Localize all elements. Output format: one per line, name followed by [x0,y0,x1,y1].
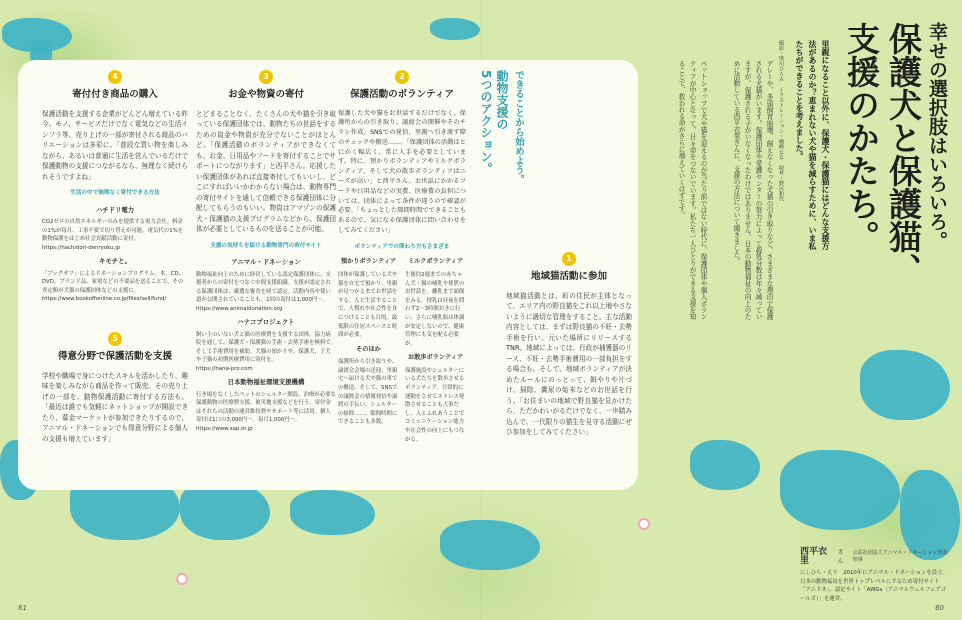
org-desc: CO2ゼロの自然エネルギーのみを提供する電力会社。料金の1%が毎月、工事不要で切り替えが可能。電気代の1%を動物保護をはじめ社会貢献活動に寄付。 [42,219,184,242]
action-card-3 [196,70,336,433]
mini-title: そのほか [356,345,381,353]
org-url[interactable]: https://hana-pro.com [196,365,253,372]
action-card-5 [42,332,188,450]
org-name: アニマル・ドネーション [231,258,301,266]
action-card-2 [338,70,466,444]
card-body: 地域猫活動とは、町の住民が主体となって、エリア内の野良猫をこれ以上増やさないように適切な管理をすること。主な活動内容としては、まずは野良猫の不妊・去勢手術を行い、元いた場所にリリースするTNR。地域によっては、行政が捕獲器のリース、不妊・去勢手術費用の一部負担をする場合も。そして、地域ボランティアが決めたルールにのっとって、餌やりや片づけ、掃除、糞尿の始末などのお世話を行う。「お住まいの地域で野良猫を見かけたら、ただかわいがるだけでなく、一歩踏み込んで、一代限りの猫生を見守る活動にぜひ参加をしてみてください」 [506,291,632,436]
section-heading-line: 5つのアクション。 [479,70,493,175]
section-heading [478,70,526,230]
org-name: キモチと。 [99,257,131,265]
number-badge: 1 [562,252,576,266]
mini-title: 預かりボランティア [340,258,397,266]
org-url[interactable]: https://www.sap.or.jp [196,425,253,432]
org-name: ハナコプロジェクト [237,318,295,326]
intro-text-2: ペットショップで犬や猫を迎えるのが当たり前ではない時代に、保護団体や個人ボランティアが中心となって、日々命をつないでいます。私たち一人ひとりができる支援を知ることで、救われる命がさらに増えていくはずです。 [677,60,707,320]
mini-title: ミルクボランティア [407,258,464,266]
card-body: 学校や職場で身につけたスキルを活かしたり、趣味を楽しみながら商品を作って販売。その売り上げの一部を、動物保護活動に寄付する方法も。「最近は誰でも気軽にネットショップが開設できたり、募金マーケットが参加できたりするので、アニマル・ドネーションでも得意分野による個人の支援も増えています」 [42,371,188,443]
mini-body: 生後約2週までの赤ちゃん犬・猫の哺乳や排泄のお世話を。離乳まで面倒をみる。授乳は昼夜を問わず2〜3時間おきに行い、さらに哺乳瓶は体調が安定しないので、健康管理にも気を配る必要が。 [405,271,465,347]
mini-column [405,258,466,444]
profile [800,548,950,604]
mini-column [338,258,399,444]
org-desc: 飼い主のいない犬と猫の医療費を支援する団体。協力病院を通して、保護犬・保護猫の手術・去勢手術を無料で。そして手術費用を補助。犬猫の預かりや、保護犬、子犬や子猫の初期医療費用に寄付を。 [196,331,336,363]
dog-illustration [440,520,540,570]
headline-title: 支援のかたち。 [842,22,881,253]
number-badge: 2 [395,70,409,84]
headline-title: 保護犬と保護猫、 [884,22,923,286]
org-name: 日本動物福祉環境支援機構 [227,378,305,386]
mini-body: 保護施設やシェルターにいる犬たちを散歩させるボランティア。日常的に運動をさせてストレス発散させることも大事だし、人とふれあうことでコミュニケーション能力や社会性の向上にもつながる。 [405,367,465,443]
mini-body: 保護所から引き取りや、譲渡会会場の送迎、里親宅へ届ける犬や猫の車での搬送、そして、SNSでの譲渡会の情報発信や譲渡の手伝い、シェルターの掃除……。隙間時間にできることも多数。 [338,359,398,426]
dog-illustration [690,440,760,490]
number-badge: 5 [108,332,122,346]
credits: 撮影・奥川ひろみ イラストレーション・横峰なな 取材・野尻和代 [778,40,784,202]
card-title: 保護活動のボランティア [350,89,454,100]
card-title: 寄付付き商品の購入 [72,89,158,100]
profile-role: 公益社団法人アニマル・ドネーション代表理事 [852,550,948,563]
section-heading-line: できることから始めよう。 [513,70,524,184]
card-title: お金や物資の寄付 [227,89,304,100]
flower-illustration [640,520,648,528]
card-subhead: ボランティアでの関わり方もさまざま [354,243,450,250]
profile-name: 西平衣里 [800,547,828,566]
org-desc: 「ブックオフ」によるドネーションプログラム。本、CD、DVD、ブランド品、家電などの不要品を送ることで、その査定額が犬猫の保護団体などの支援に。 [42,270,184,294]
dog-illustration [780,450,900,530]
org-desc: 行き場をなくしたペットのシェルター開設、治療が必要な保護動物の医療費支援、被災地支援などを行う。寄付金はそれらの活動の運営維持費やサポート等に活用。個人寄付は1口の3,000円〜。毎月1,000円〜。 [196,391,336,423]
page-number-right: 60 [935,604,944,612]
card-title: 地域猫活動に参加 [530,271,607,282]
org-url[interactable]: https://hachidori-denryoku.jp [42,244,121,251]
section-heading-line: 動物支援の [495,70,509,130]
org-url[interactable]: https://www.animaldonation.org [196,305,283,312]
number-badge: 4 [108,70,122,84]
flower-illustration [178,575,186,583]
action-card-1 [506,252,632,444]
headline [840,22,950,322]
card-body: 保護した犬や猫をお世話するだけでなく、保護所からの引き取り、譲渡会の開催やそのチラシ作成、SNSでの発信、里親へ引き渡す際のチェックや搬送……。「保護団体の活動はとにかく幅広く、常に人手を必要としています。特に、預かりボランティアやミルクボランティア、そして犬の散歩ボランティアはニーズが高い」と西平さん。お世話にかかるフードや日用品などの実費、医療費の負担については、団体によって条件が違うので確認が必要。「ちょっとした隙間時間でできることもあるので、気になる保護団体に問い合わせをしてみてください」 [338,109,466,235]
cat-illustration [290,490,375,535]
org-name: ハチドリ電力 [95,205,135,214]
org-desc: 動物福祉向上のために経営している認定保護団体に、支援者からの寄付をつなぐ中間支援組織。支援が認定される保護団体は、厳選な審査を経て認定。活動内容や使い道が公開されていることも。1回の寄付は1,000円〜。 [196,271,331,303]
org-url[interactable]: https://www.bookoffonline.co.jp/files/sell/fund/ [42,296,167,302]
cat-illustration [860,350,950,420]
headline-kicker: 幸せの選択肢はいろいろ。 [926,22,948,250]
profile-honorific: さん [837,549,844,565]
mini-title: お散歩ボランティア [407,354,464,362]
intro-text: グレーや、多頭飼育崩壊、飼えなくなった犬猫の引き取りなど、さまざまな理由で保護される犬猫がいます。保護団体や愛護センターの努力によって殺処分数は年々減っていますが、保護される子がいなくなったわけではありません。日本の動物福祉の向上のために活動している西平衣里さんに、支援の方法について聞きました。 [732,60,773,320]
card-subhead: 支援の気持ちを届ける動物専門の寄付サイト [210,242,322,249]
mini-body: 団体が保護している犬や猫を自宅で預かり、里親が見つかるまでお世話をする。人と生活することで、人慣れや社会性を身につけることも目的。最低限の住居スペースと時間が必要。 [338,271,398,339]
cat-illustration [430,18,480,40]
card-subhead: 生活の中で無理なく寄付できる方法 [70,190,160,196]
card-title: 得意分野で保護活動を支援 [57,351,172,362]
page-number-left: 61 [18,604,27,612]
card-body: とどまることなく、たくさんの犬や猫を引き取っている保護団体では、動物たちの世話をするための資金や物資が充分でないことがほとんど。「保護活動のボランティアができなくても、お金、日用品やフードを寄付することでサポートにつながります」と西平さん。応援したい保護団体があれば直接寄付してもいいし、どこにすればいいかわからない場合は、動物専門の寄付サイトを通して信頼できる保護団体に分配してもらうのもいい。物資はアマゾンの保護犬・保護猫の支援プログラムなどから、保護団体が必要としているものを送ることが可能。 [196,109,336,233]
dog-illustration [900,470,960,560]
profile-bio: にしひら・えり 2010年にアニマル・ドネーションを設立。日本の動物福祉を世界トップレベルにするため寄付サイト「アニドネ」、認定サイト「AWGs（アニマルウェルフェアゴールズ）」を運営。 [800,570,948,602]
lede: 里親になること以外に、保護犬・保護猫にはどんな支援方法があるのか？恵まれない犬や猫を減らすために、いま私たちができることを考えました。 [795,40,830,250]
card-body: 保護活動を支援する企業がどんどん増えている昨今。モノ、サービスだけでなく電気などの生活インフラ等、売り上げの一部が寄付される商品のバリエーションは多彩に。「普段な買い物を楽しみながら、あるいは普通に生活を営んでいるだけで保護動物の支援につながるなら、無理なく続けられそうですよね」 [42,109,188,181]
action-card-4 [42,70,188,304]
number-badge: 3 [259,70,273,84]
